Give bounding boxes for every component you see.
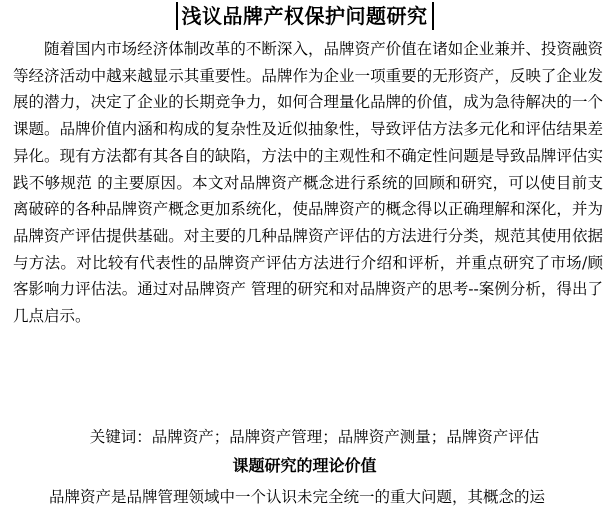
section-paragraph: 品牌资产是品牌管理领域中一个认识未完全统一的重大问题，其概念的运 <box>49 488 546 506</box>
title-wrap <box>0 2 609 30</box>
section-heading: 课题研究的理论价值 <box>232 456 377 475</box>
abstract-paragraph: 随着国内市场经济体制改革的不断深入，品牌资产价值在诸如企业兼并、投资融资等经济活动中越来越显示其重要性。品牌作为企业一项重要的无形资产，反映了企业发展的潜力，决定了企业的长期竞争力，如何合理量化品牌的价值，成为急待解决的一个课题。品牌价值内涵和构成的复杂性及近似抽象性，导致评估方法多元化和评估结果差异化。现有方法都有其各自的缺陷，方法中的主观性和不确定性问题是导致品牌评估实践不够规范 的主要原因。本文对品牌资产概念进行系统的回顾和研究，可以使目前支离破碎的各种品牌资产概念更加系统化，使品牌资产的概念得以正确理解和深化，并为品牌资产评估提供基础。对主要的几种品牌资产评估的方法进行分类，规范其使用依据与方法。对比较有代表性的品牌资产评估方法进行介绍和评析，并重点研究了市场/顾客影响力评估法。通过对品牌资产 管理的研究和对品牌资产的思考--案例分析，得出了几点启示。 <box>13 40 603 326</box>
keywords-line: 关键词：品牌资产；品牌资产管理；品牌资产测量；品牌资产评估 <box>89 428 540 446</box>
document-title: 浅议品牌产权保护问题研究 <box>176 2 434 30</box>
